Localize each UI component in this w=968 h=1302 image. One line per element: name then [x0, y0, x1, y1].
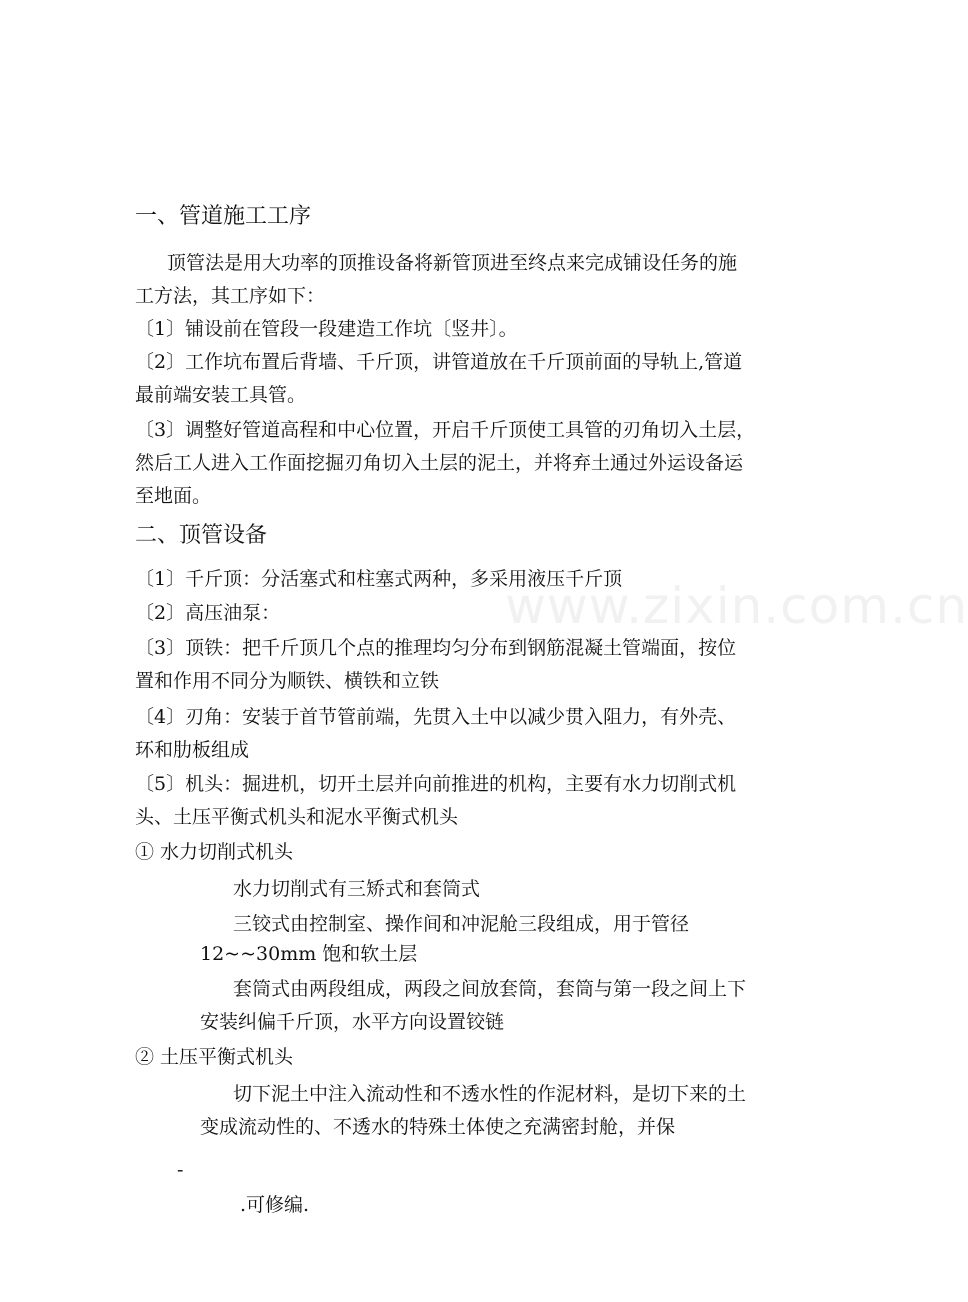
step-1-line-1: 〔1〕铺设前在管段一段建造工作坑〔竖井〕。: [135, 318, 518, 340]
sub-1-paragraph-2-line-1: 三铰式由控制室、操作间和冲泥舱三段组成，用于管径: [233, 913, 690, 935]
item-5-line-1: 〔5〕机头：掘进机，切开土层并向前推进的机构，主要有水力切削式机: [135, 773, 737, 795]
sub-1-paragraph-1-line-1: 水力切削式有三矫式和套筒式: [233, 878, 481, 900]
item-4-line-2: 环和肋板组成: [135, 739, 250, 761]
section-1-title: 一、管道施工工序: [135, 204, 312, 229]
footer-note: .可修编.: [240, 1194, 310, 1216]
item-4-line-1: 〔4〕刃角：安装于首节管前端，先贯入土中以减少贯入阻力，有外壳、: [135, 706, 737, 728]
section-1-intro-line-2: 工方法，其工序如下：: [135, 285, 326, 307]
sub-1-paragraph-3-line-1: 套筒式由两段组成，两段之间放套筒，套筒与第一段之间上下: [233, 978, 747, 1000]
step-2-line-2: 最前端安装工具管。: [135, 384, 307, 406]
watermark-text: www.zixin.com.cn: [505, 577, 968, 635]
sub-1-paragraph-3-line-2: 安装纠偏千斤顶，水平方向设置铰链: [200, 1011, 505, 1033]
step-3-line-2: 然后工人进入工作面挖掘刃角切入土层的泥土，并将弃土通过外运设备运: [135, 452, 744, 474]
step-2-line-1: 〔2〕工作坑布置后背墙、千斤顶，讲管道放在千斤顶前面的导轨上,管道: [135, 351, 743, 373]
item-1-line-1: 〔1〕千斤顶：分活塞式和柱塞式两种，多采用液压千斤顶: [135, 568, 623, 590]
sub-1-paragraph-2-line-2: 12~~30mm 饱和软土层: [200, 943, 418, 965]
sub-1-title: ① 水力切削式机头: [135, 841, 294, 863]
section-2-title: 二、顶管设备: [135, 523, 268, 548]
section-1-intro-line-1: 顶管法是用大功率的顶推设备将新管顶进至终点来完成铺设任务的施: [167, 252, 738, 274]
step-3-line-1: 〔3〕调整好管道高程和中心位置，开启千斤顶使工具管的刃角切入土层，: [135, 419, 756, 441]
item-2-line-1: 〔2〕高压油泵：: [135, 602, 281, 624]
sub-2-title: ② 土压平衡式机头: [135, 1046, 294, 1068]
item-5-line-2: 头、土压平衡式机头和泥水平衡式机头: [135, 806, 459, 828]
step-3-line-3: 至地面。: [135, 485, 212, 507]
footer-dash: -: [177, 1159, 184, 1181]
item-3-line-2: 置和作用不同分为顺铁、横铁和立铁: [135, 670, 440, 692]
sub-2-paragraph-1-line-1: 切下泥土中注入流动性和不透水性的作泥材料，是切下来的土: [233, 1083, 747, 1105]
item-3-line-1: 〔3〕顶铁：把千斤顶几个点的推理均匀分布到钢筋混凝土管端面，按位: [135, 637, 737, 659]
sub-2-paragraph-1-line-2: 变成流动性的、不透水的特殊土体使之充满密封舱，并保: [200, 1116, 676, 1138]
